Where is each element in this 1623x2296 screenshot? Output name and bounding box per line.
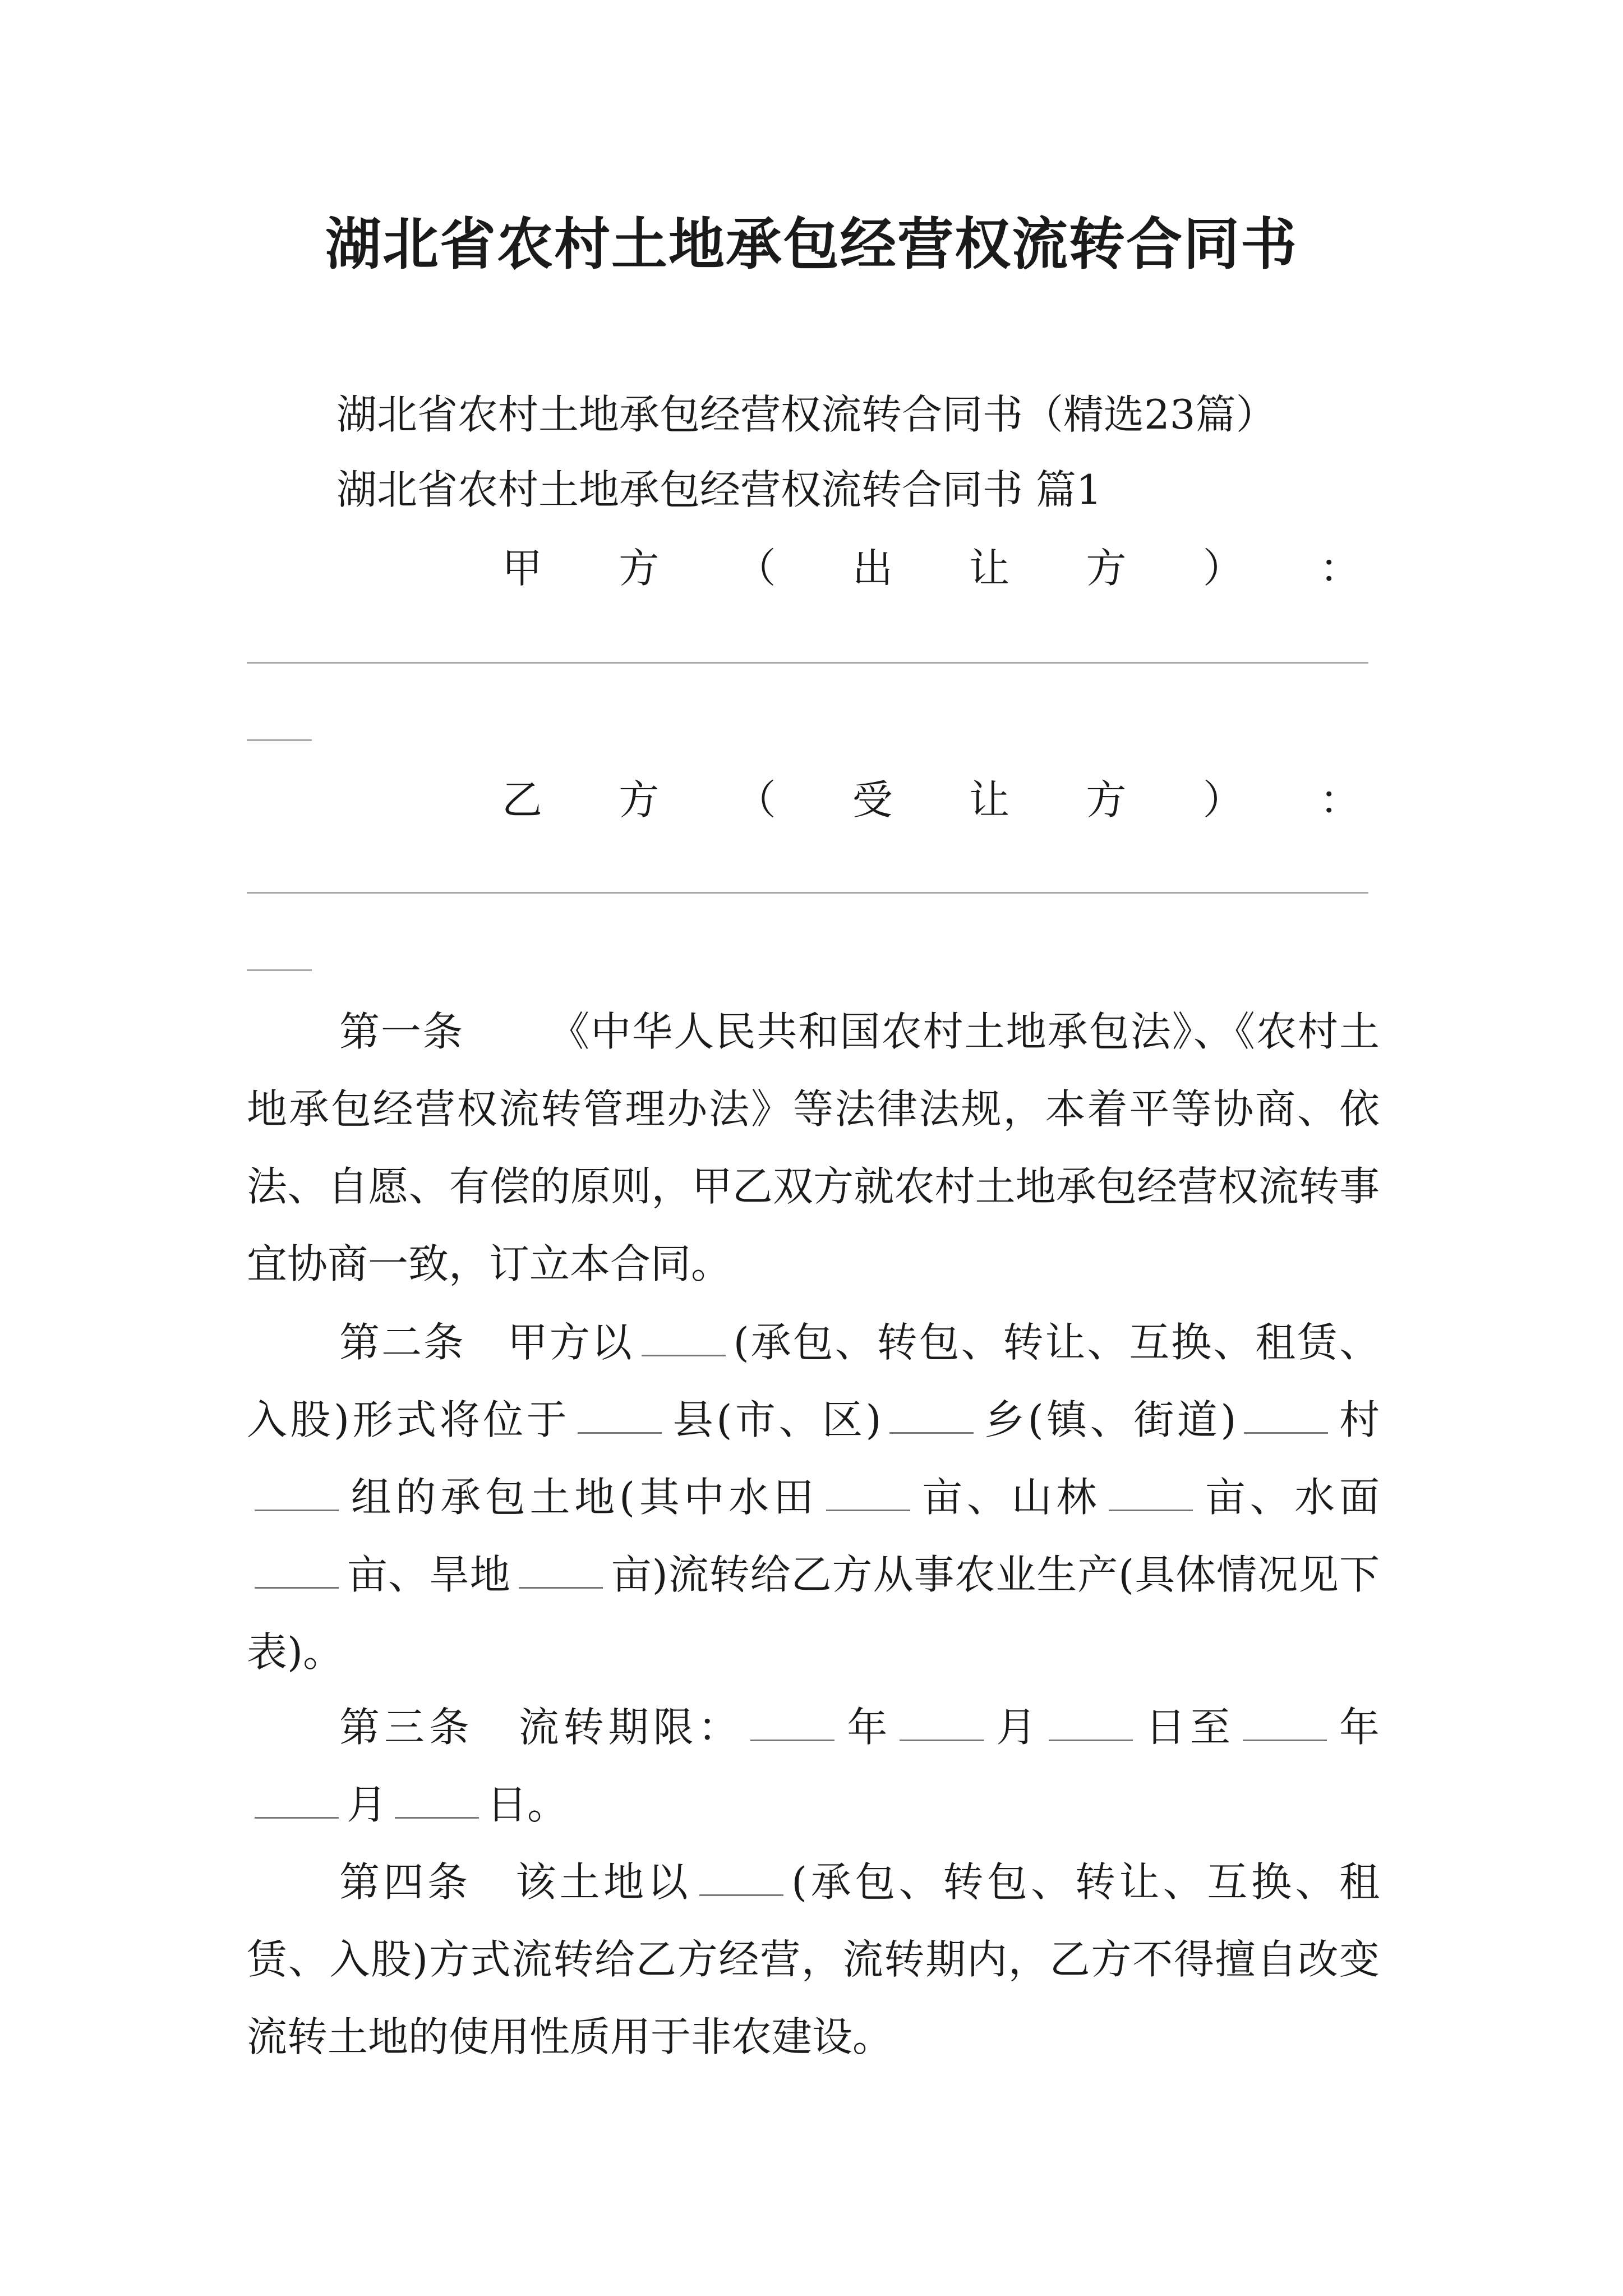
blank-field[interactable] <box>1243 1708 1327 1741</box>
blank-field[interactable] <box>578 1401 662 1434</box>
article-3-label: 第三条 <box>339 1704 474 1751</box>
article-1-text: 《中华人民共和国农村土地承包法》、《农村土地承包经营权流转管理办法》等法律法规，本着平等协商、依法、自愿、有偿的原则，甲乙双方就农村土地承包经营权流转事宜协商一致，订立本合同。 <box>247 1008 1380 1287</box>
party-a-label: 甲 方 （ 出 让 方 ） ： <box>502 545 1360 592</box>
party-a-fill-line <box>247 662 1368 664</box>
article-4-label: 第四条 <box>339 1858 472 1906</box>
party-b-fill-line <box>247 892 1368 894</box>
article-1-label: 第一条 <box>339 1008 464 1055</box>
blank-field[interactable] <box>1109 1478 1193 1511</box>
blank-field[interactable] <box>750 1708 834 1741</box>
section-heading: 湖北省农村土地承包经营权流转合同书 篇1 <box>336 466 1102 513</box>
blank-field[interactable] <box>395 1786 479 1819</box>
party-b-label: 乙 方 （ 受 让 方 ） ： <box>502 776 1360 823</box>
article-3: 第三条 流转期限： 年 月 日至 年月 日。 <box>247 1688 1380 1843</box>
blank-field[interactable] <box>826 1478 910 1511</box>
blank-field[interactable] <box>900 1708 984 1741</box>
document-title: 湖北省农村土地承包经营权流转合同书 <box>325 211 1298 277</box>
blank-field[interactable] <box>255 1786 339 1819</box>
blank-field[interactable] <box>255 1556 339 1589</box>
blank-field[interactable] <box>1049 1708 1133 1741</box>
article-4: 第四条 该土地以 (承包、转包、转让、互换、租赁、入股)方式流转给乙方经营，流转期内，乙方不得擅自改变流转土地的使用性质用于非农建设。 <box>247 1858 1380 2060</box>
blank-field[interactable] <box>519 1556 603 1589</box>
article-2: 第二条 甲方以 (承包、转包、转让、互换、租赁、入股)形式将位于 县(市、区) 乡(镇、街道) 村组的承包土地(其中水田 亩、山林 亩、水面亩、旱地 亩)流转给乙方从事农业生产(具体情况见下表)。 <box>247 1319 1380 1676</box>
blank-field[interactable] <box>1244 1401 1328 1434</box>
blank-field[interactable] <box>699 1863 783 1896</box>
article-2-label: 第二条 <box>339 1319 465 1366</box>
article-1 <box>247 993 1380 1303</box>
party-b-fill-line-continued <box>247 969 312 971</box>
blank-field[interactable] <box>889 1401 974 1434</box>
blank-field[interactable] <box>255 1478 339 1511</box>
document-subtitle: 湖北省农村土地承包经营权流转合同书（精选23篇） <box>336 391 1276 438</box>
party-a-fill-line-continued <box>247 739 312 741</box>
blank-field[interactable] <box>642 1323 726 1356</box>
